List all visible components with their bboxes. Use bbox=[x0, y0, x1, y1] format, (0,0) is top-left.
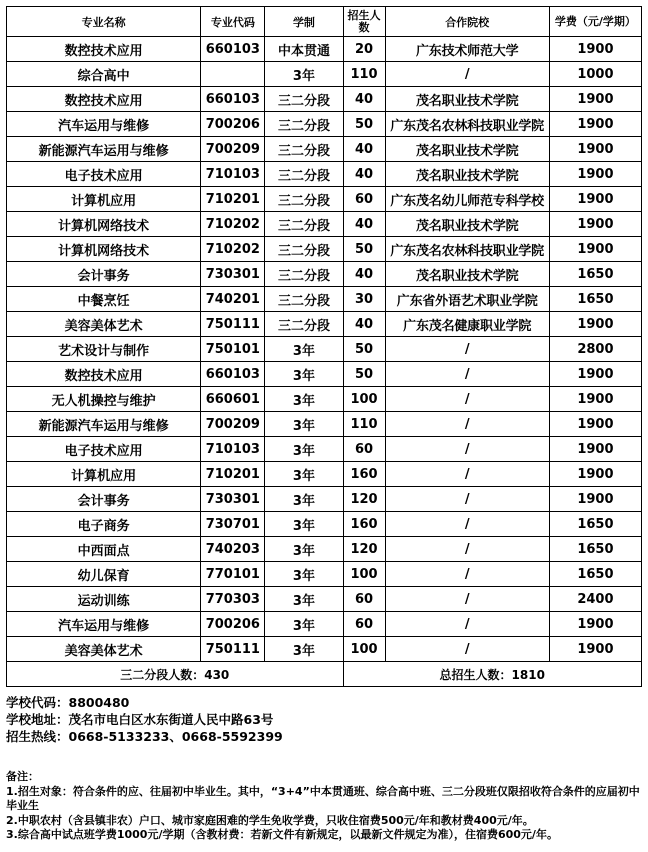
partner-school-cell: 广东省外语艺术职业学院 bbox=[385, 287, 549, 312]
major-name-cell: 计算机应用 bbox=[7, 187, 201, 212]
quota-cell: 160 bbox=[343, 462, 385, 487]
study-length-cell: 三二分段 bbox=[265, 212, 343, 237]
tuition-fee-cell: 1900 bbox=[549, 462, 641, 487]
quota-cell: 20 bbox=[343, 37, 385, 62]
partner-school-cell: / bbox=[385, 62, 549, 87]
quota-cell: 110 bbox=[343, 412, 385, 437]
tuition-fee-cell: 1900 bbox=[549, 237, 641, 262]
study-length-cell: 三二分段 bbox=[265, 137, 343, 162]
study-length-cell: 3年 bbox=[265, 512, 343, 537]
tuition-fee-cell: 1900 bbox=[549, 612, 641, 637]
partner-school-cell: / bbox=[385, 337, 549, 362]
tuition-fee-cell: 1000 bbox=[549, 62, 641, 87]
major-code-cell: 660103 bbox=[201, 362, 265, 387]
quota-cell: 110 bbox=[343, 62, 385, 87]
major-code-cell: 710103 bbox=[201, 437, 265, 462]
tuition-fee-cell: 1650 bbox=[549, 562, 641, 587]
major-code-cell: 710103 bbox=[201, 162, 265, 187]
major-name-cell: 无人机操控与维护 bbox=[7, 387, 201, 412]
table-row bbox=[7, 162, 642, 187]
tuition-fee-cell: 1900 bbox=[549, 162, 641, 187]
tuition-fee-cell: 2800 bbox=[549, 337, 641, 362]
study-length-cell: 3年 bbox=[265, 612, 343, 637]
quota-cell: 40 bbox=[343, 212, 385, 237]
quota-cell: 50 bbox=[343, 237, 385, 262]
school-code: 学校代码：8800480 bbox=[6, 695, 130, 710]
study-length-cell: 三二分段 bbox=[265, 287, 343, 312]
tuition-fee-cell: 1650 bbox=[549, 262, 641, 287]
partner-school-cell: / bbox=[385, 362, 549, 387]
tuition-fee-cell: 1900 bbox=[549, 137, 641, 162]
enrollment-hotline: 招生热线：0668-5133233、0668-5592399 bbox=[6, 729, 283, 744]
major-name-cell: 艺术设计与制作 bbox=[7, 337, 201, 362]
header-major-name: 专业名称 bbox=[7, 7, 201, 37]
major-name-cell: 运动训练 bbox=[7, 587, 201, 612]
tuition-fee-cell: 1900 bbox=[549, 112, 641, 137]
major-code-cell: 770303 bbox=[201, 587, 265, 612]
partner-school-cell: 广东茂名幼儿师范专科学校 bbox=[385, 187, 549, 212]
quota-cell: 120 bbox=[343, 487, 385, 512]
major-name-cell: 会计事务 bbox=[7, 487, 201, 512]
header-major-code: 专业代码 bbox=[201, 7, 265, 37]
study-length-cell: 3年 bbox=[265, 537, 343, 562]
table-row bbox=[7, 637, 642, 662]
study-length-cell: 三二分段 bbox=[265, 262, 343, 287]
table-row bbox=[7, 512, 642, 537]
study-length-cell: 3年 bbox=[265, 362, 343, 387]
partner-school-cell: 广东技术师范大学 bbox=[385, 37, 549, 62]
header-partner-school: 合作院校 bbox=[385, 7, 549, 37]
quota-cell: 100 bbox=[343, 387, 385, 412]
major-name-cell: 电子技术应用 bbox=[7, 437, 201, 462]
grand-total: 总招生人数：1810 bbox=[343, 662, 642, 687]
study-length-cell: 三二分段 bbox=[265, 187, 343, 212]
major-name-cell: 计算机网络技术 bbox=[7, 212, 201, 237]
table-row bbox=[7, 612, 642, 637]
major-code-cell: 710201 bbox=[201, 187, 265, 212]
table-row bbox=[7, 362, 642, 387]
study-length-cell: 3年 bbox=[265, 562, 343, 587]
major-name-cell: 计算机应用 bbox=[7, 462, 201, 487]
table-row bbox=[7, 312, 642, 337]
partner-school-cell: / bbox=[385, 512, 549, 537]
major-code-cell: 730301 bbox=[201, 487, 265, 512]
school-info bbox=[6, 694, 283, 745]
major-code-cell: 740201 bbox=[201, 287, 265, 312]
partner-school-cell: 茂名职业技术学院 bbox=[385, 137, 549, 162]
quota-cell: 50 bbox=[343, 362, 385, 387]
tuition-fee-cell: 1900 bbox=[549, 187, 641, 212]
major-name-cell: 中西面点 bbox=[7, 537, 201, 562]
table-body bbox=[7, 37, 642, 662]
table-row bbox=[7, 112, 642, 137]
partner-school-cell: / bbox=[385, 562, 549, 587]
study-length-cell: 3年 bbox=[265, 637, 343, 662]
quota-cell: 60 bbox=[343, 612, 385, 637]
study-length-cell: 三二分段 bbox=[265, 237, 343, 262]
quota-cell: 50 bbox=[343, 112, 385, 137]
major-name-cell: 汽车运用与维修 bbox=[7, 112, 201, 137]
major-code-cell: 740203 bbox=[201, 537, 265, 562]
table-row bbox=[7, 437, 642, 462]
major-code-cell: 750111 bbox=[201, 637, 265, 662]
note-item: 2.中职农村（含县镇非农）户口、城市家庭困难的学生免收学费，只收住宿费500元/年和教材费400元/年。 bbox=[6, 813, 534, 827]
study-length-cell: 三二分段 bbox=[265, 312, 343, 337]
major-code-cell: 660601 bbox=[201, 387, 265, 412]
school-address: 学校地址：茂名市电白区水东街道人民中路63号 bbox=[6, 712, 274, 727]
tuition-fee-cell: 1900 bbox=[549, 437, 641, 462]
study-length-cell: 3年 bbox=[265, 387, 343, 412]
quota-cell: 40 bbox=[343, 137, 385, 162]
quota-cell: 60 bbox=[343, 587, 385, 612]
major-name-cell: 数控技术应用 bbox=[7, 362, 201, 387]
table-row bbox=[7, 562, 642, 587]
quota-cell: 40 bbox=[343, 262, 385, 287]
partner-school-cell: / bbox=[385, 387, 549, 412]
table-row bbox=[7, 412, 642, 437]
table-row bbox=[7, 212, 642, 237]
quota-cell: 100 bbox=[343, 562, 385, 587]
major-code-cell: 660103 bbox=[201, 37, 265, 62]
table-row bbox=[7, 387, 642, 412]
table-row bbox=[7, 237, 642, 262]
major-code-cell: 700206 bbox=[201, 112, 265, 137]
table-row bbox=[7, 337, 642, 362]
partner-school-cell: 茂名职业技术学院 bbox=[385, 162, 549, 187]
tuition-fee-cell: 1650 bbox=[549, 287, 641, 312]
major-code-cell: 770101 bbox=[201, 562, 265, 587]
major-name-cell: 会计事务 bbox=[7, 262, 201, 287]
major-code-cell: 700209 bbox=[201, 137, 265, 162]
tuition-fee-cell: 1900 bbox=[549, 37, 641, 62]
partner-school-cell: / bbox=[385, 412, 549, 437]
table-row bbox=[7, 487, 642, 512]
major-code-cell bbox=[201, 62, 265, 87]
partner-school-cell: / bbox=[385, 587, 549, 612]
table-row bbox=[7, 187, 642, 212]
partner-school-cell: 茂名职业技术学院 bbox=[385, 87, 549, 112]
table-row bbox=[7, 462, 642, 487]
study-length-cell: 3年 bbox=[265, 62, 343, 87]
major-name-cell: 新能源汽车运用与维修 bbox=[7, 412, 201, 437]
major-code-cell: 710202 bbox=[201, 237, 265, 262]
major-name-cell: 汽车运用与维修 bbox=[7, 612, 201, 637]
tuition-fee-cell: 1900 bbox=[549, 212, 641, 237]
major-code-cell: 750101 bbox=[201, 337, 265, 362]
partner-school-cell: 广东茂名农林科技职业学院 bbox=[385, 237, 549, 262]
table-row bbox=[7, 137, 642, 162]
major-code-cell: 710202 bbox=[201, 212, 265, 237]
partner-school-cell: / bbox=[385, 437, 549, 462]
major-code-cell: 750111 bbox=[201, 312, 265, 337]
note-item: 3.综合高中试点班学费1000元/学期（含教材费：若新文件有新规定，以最新文件规定为准），住宿费600元/年。 bbox=[6, 828, 558, 841]
table-row bbox=[7, 87, 642, 112]
partner-school-cell: / bbox=[385, 487, 549, 512]
quota-cell: 120 bbox=[343, 537, 385, 562]
notes-title: 备注： bbox=[6, 770, 39, 783]
study-length-cell: 三二分段 bbox=[265, 87, 343, 112]
header-enrollment-quota: 招生人数 bbox=[343, 7, 385, 37]
partner-school-cell: / bbox=[385, 462, 549, 487]
note-item: 1.招生对象：符合条件的应、往届初中毕业生。其中，“3+4”中本贯通班、综合高中班、三二分段班仅限招收符合条件的应届初中毕业生 bbox=[6, 784, 640, 812]
quota-cell: 40 bbox=[343, 87, 385, 112]
tuition-fee-cell: 1900 bbox=[549, 312, 641, 337]
quota-cell: 100 bbox=[343, 637, 385, 662]
major-code-cell: 660103 bbox=[201, 87, 265, 112]
tuition-fee-cell: 1900 bbox=[549, 87, 641, 112]
study-length-cell: 3年 bbox=[265, 587, 343, 612]
table-row bbox=[7, 537, 642, 562]
tuition-fee-cell: 1900 bbox=[549, 412, 641, 437]
partner-school-cell: / bbox=[385, 637, 549, 662]
study-length-cell: 3年 bbox=[265, 462, 343, 487]
table-header-row bbox=[7, 7, 642, 37]
study-length-cell: 中本贯通 bbox=[265, 37, 343, 62]
major-code-cell: 700209 bbox=[201, 412, 265, 437]
tuition-fee-cell: 1900 bbox=[549, 362, 641, 387]
table-row bbox=[7, 287, 642, 312]
quota-cell: 60 bbox=[343, 187, 385, 212]
study-length-cell: 3年 bbox=[265, 337, 343, 362]
major-name-cell: 新能源汽车运用与维修 bbox=[7, 137, 201, 162]
major-code-cell: 700206 bbox=[201, 612, 265, 637]
partner-school-cell: 广东茂名农林科技职业学院 bbox=[385, 112, 549, 137]
major-code-cell: 710201 bbox=[201, 462, 265, 487]
tuition-fee-cell: 2400 bbox=[549, 587, 641, 612]
table-row bbox=[7, 262, 642, 287]
study-length-cell: 3年 bbox=[265, 487, 343, 512]
tuition-fee-cell: 1900 bbox=[549, 387, 641, 412]
table-row bbox=[7, 37, 642, 62]
quota-cell: 30 bbox=[343, 287, 385, 312]
major-name-cell: 电子商务 bbox=[7, 512, 201, 537]
major-code-cell: 730701 bbox=[201, 512, 265, 537]
tuition-fee-cell: 1650 bbox=[549, 512, 641, 537]
table-row bbox=[7, 62, 642, 87]
study-length-cell: 三二分段 bbox=[265, 162, 343, 187]
major-name-cell: 电子技术应用 bbox=[7, 162, 201, 187]
study-length-cell: 3年 bbox=[265, 412, 343, 437]
major-name-cell: 数控技术应用 bbox=[7, 87, 201, 112]
major-name-cell: 美容美体艺术 bbox=[7, 637, 201, 662]
partner-school-cell: 茂名职业技术学院 bbox=[385, 262, 549, 287]
partner-school-cell: / bbox=[385, 537, 549, 562]
study-length-cell: 三二分段 bbox=[265, 112, 343, 137]
quota-cell: 40 bbox=[343, 162, 385, 187]
major-name-cell: 数控技术应用 bbox=[7, 37, 201, 62]
quota-cell: 160 bbox=[343, 512, 385, 537]
table-footer-row bbox=[7, 662, 642, 687]
quota-cell: 60 bbox=[343, 437, 385, 462]
notes-section bbox=[6, 770, 640, 843]
tuition-fee-cell: 1900 bbox=[549, 637, 641, 662]
major-name-cell: 中餐烹饪 bbox=[7, 287, 201, 312]
study-length-cell: 3年 bbox=[265, 437, 343, 462]
partner-school-cell: 广东茂名健康职业学院 bbox=[385, 312, 549, 337]
major-name-cell: 综合高中 bbox=[7, 62, 201, 87]
major-name-cell: 计算机网络技术 bbox=[7, 237, 201, 262]
quota-cell: 50 bbox=[343, 337, 385, 362]
partner-school-cell: / bbox=[385, 612, 549, 637]
header-study-length: 学制 bbox=[265, 7, 343, 37]
table-row bbox=[7, 587, 642, 612]
header-tuition-fee: 学费（元/学期） bbox=[549, 7, 641, 37]
tuition-fee-cell: 1900 bbox=[549, 487, 641, 512]
major-code-cell: 730301 bbox=[201, 262, 265, 287]
major-name-cell: 幼儿保育 bbox=[7, 562, 201, 587]
sanerfenduan-total: 三二分段人数：430 bbox=[7, 662, 344, 687]
tuition-fee-cell: 1650 bbox=[549, 537, 641, 562]
enrollment-table bbox=[6, 6, 642, 687]
quota-cell: 40 bbox=[343, 312, 385, 337]
major-name-cell: 美容美体艺术 bbox=[7, 312, 201, 337]
partner-school-cell: 茂名职业技术学院 bbox=[385, 212, 549, 237]
